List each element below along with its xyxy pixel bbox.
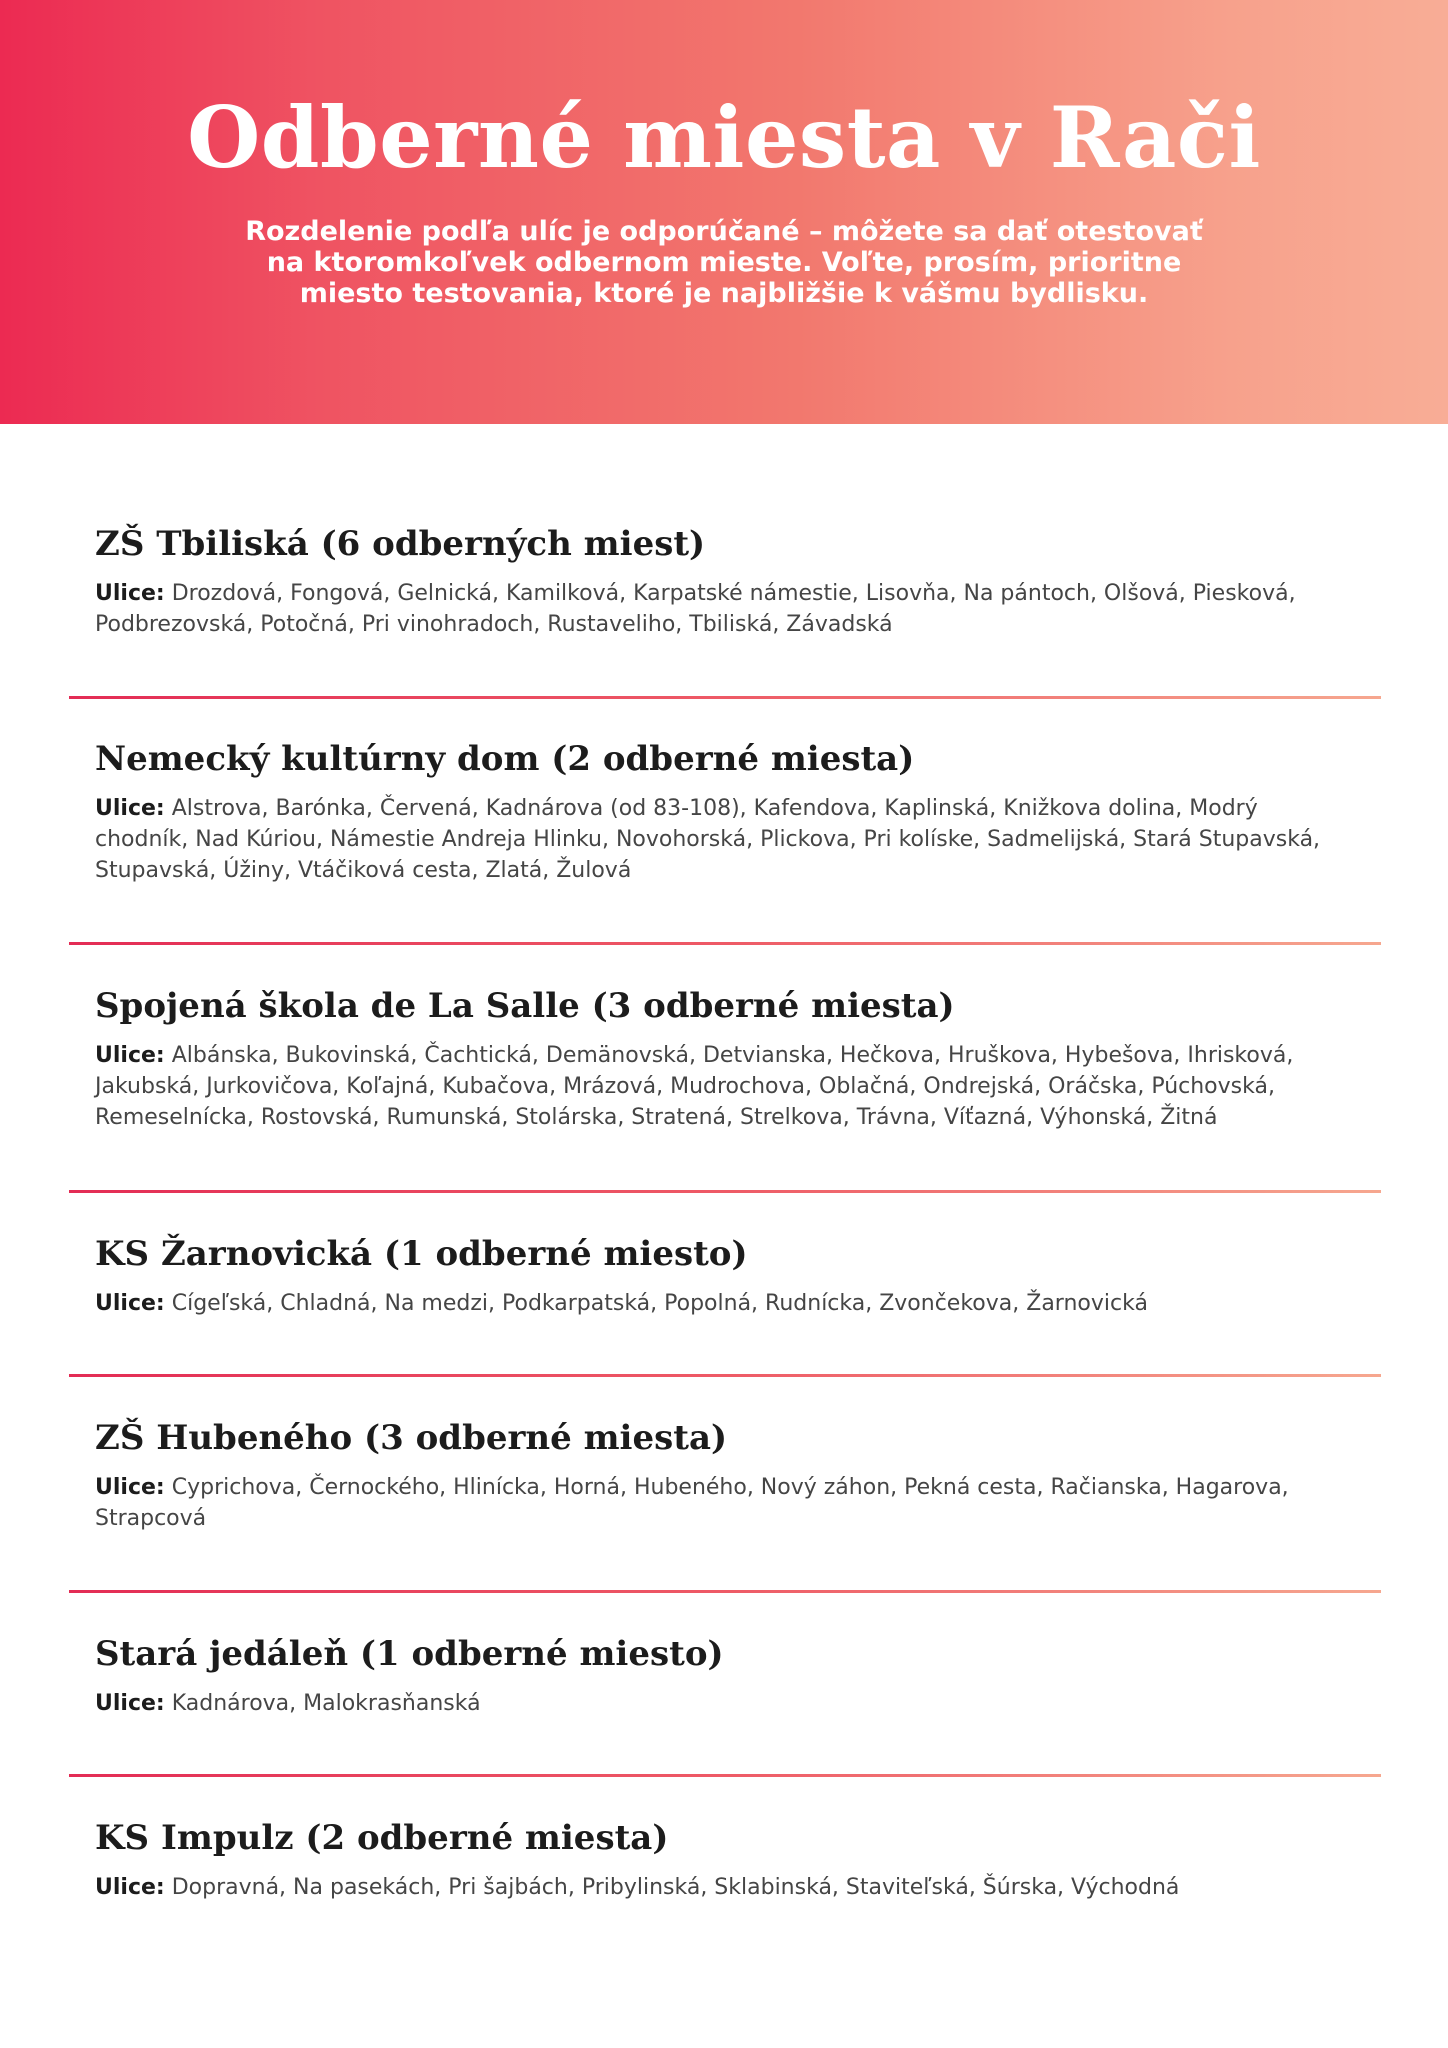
streets-label: Ulice:: [95, 581, 165, 606]
location-section: [95, 522, 1355, 640]
location-heading: KS Žarnovická (1 odberné miesto): [95, 1234, 748, 1274]
location-section: [95, 1416, 1355, 1534]
streets-list: Cyprichova, Černockého, Hlinícka, Horná, Hubeného, Nový záhon, Pekná cesta, Račianska, Hagarova, Strapcová: [95, 1475, 1289, 1531]
streets-label: Ulice:: [95, 1691, 165, 1716]
streets-label: Ulice:: [95, 1043, 165, 1068]
location-heading: Spojená škola de La Salle (3 odberné miesta): [95, 986, 955, 1026]
header-banner: [0, 0, 1448, 424]
location-streets: [95, 1688, 1355, 1719]
location-section: [95, 737, 1355, 886]
streets-label: Ulice:: [95, 1291, 165, 1316]
section-divider: [69, 696, 1381, 699]
streets-label: Ulice:: [95, 1475, 165, 1500]
section-divider: [69, 1774, 1381, 1777]
streets-list: Alstrova, Barónka, Červená, Kadnárova (od 83-108), Kafendova, Kaplinská, Knižkova dolina, Modrý chodník, Nad Kúriou, Námestie Andreja Hlinku, Novohorská, Plickova, Pri kolíske, Sadmelijská, Stará Stupavská, Stupavská, Úžiny, Vtáčiková cesta, Zlatá, Žulová: [95, 796, 1321, 883]
page-title: Odberné miesta v Rači: [187, 88, 1261, 187]
streets-label: Ulice:: [95, 796, 165, 821]
page-subtitle: Rozdelenie podľa ulíc je odporúčané – môžete sa dať otestovať na ktoromkoľvek odbernom mieste. Voľte, prosím, prioritne miesto testovania, ktoré je najbližšie k vášmu bydlisku.: [245, 216, 1203, 309]
streets-label: Ulice:: [95, 1875, 165, 1900]
section-divider: [69, 1374, 1381, 1377]
streets-list: Drozdová, Fongová, Gelnická, Kamilková, Karpatské námestie, Lisovňa, Na pántoch, Olšová, Piesková, Podbrezovská, Potočná, Pri vinohradoch, Rustaveliho, Tbiliská, Závadská: [95, 581, 1296, 637]
streets-list: Dopravná, Na pasekách, Pri šajbách, Pribylinská, Sklabinská, Staviteľská, Šúrska, Východná: [171, 1875, 1180, 1900]
location-section: [95, 984, 1355, 1133]
location-heading: ZŠ Hubeného (3 odberné miesta): [95, 1418, 728, 1458]
streets-list: Cígeľská, Chladná, Na medzi, Podkarpatská, Popolná, Rudnícka, Zvončekova, Žarnovická: [171, 1291, 1148, 1316]
streets-list: Kadnárova, Malokrasňanská: [171, 1691, 481, 1716]
location-heading: Nemecký kultúrny dom (2 odberné miesta): [95, 739, 915, 779]
location-streets: [95, 578, 1355, 640]
location-streets: [95, 1040, 1355, 1133]
location-heading: Stará jedáleň (1 odberné miesto): [95, 1634, 724, 1674]
section-divider: [69, 1190, 1381, 1193]
location-streets: [95, 1288, 1355, 1319]
location-heading: KS Impulz (2 odberné miesta): [95, 1818, 669, 1858]
location-streets: [95, 793, 1355, 886]
streets-list: Albánska, Bukovinská, Čachtická, Demänovská, Detvianska, Hečkova, Hruškova, Hybešova, Ihrisková, Jakubská, Jurkovičova, Koľajná, Kubačova, Mrázová, Mudrochova, Oblačná, Ondrejská, Oráčska, Púchovská, Remeselnícka, Rostovská, Rumunská, Stolárska, Stratená, Strelkova, Trávna, Víťazná, Výhonská, Žitná: [95, 1043, 1294, 1130]
location-streets: [95, 1872, 1355, 1903]
location-streets: [95, 1472, 1355, 1534]
section-divider: [69, 1590, 1381, 1593]
location-heading: ZŠ Tbiliská (6 odberných miest): [95, 524, 706, 564]
section-divider: [69, 942, 1381, 945]
location-section: [95, 1232, 1355, 1319]
location-section: [95, 1632, 1355, 1719]
location-section: [95, 1816, 1355, 1903]
